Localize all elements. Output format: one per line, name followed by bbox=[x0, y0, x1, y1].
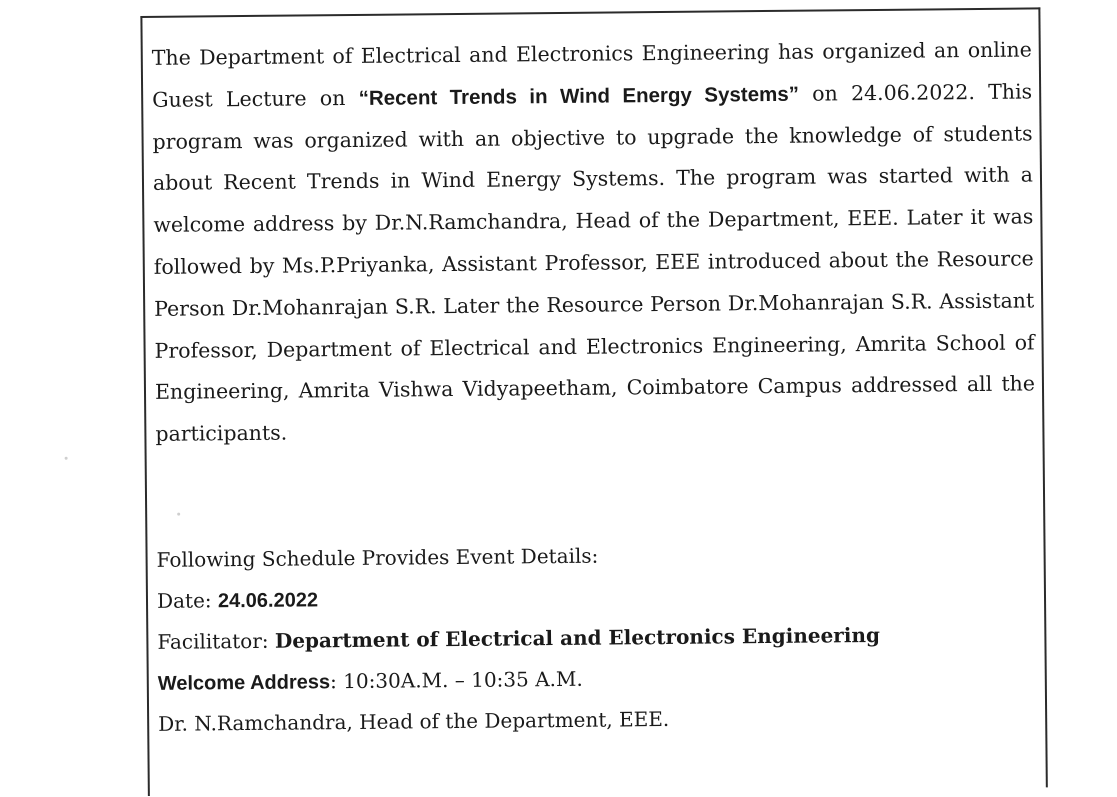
date-label: Date: bbox=[156, 587, 219, 613]
scan-speck bbox=[177, 513, 180, 516]
welcome-address-label: Welcome Address bbox=[157, 670, 331, 695]
intro-text-start: The Department of Electrical and Electronics Engineering has organized an online Guest Lecture on bbox=[151, 37, 1032, 112]
intro-text-end: on 24.06.2022. This program was organized with an objective to upgrade the knowledge of students about Recent Trends in Wind Energy Systems. The program was started with a welcome address by Dr.N.Ramchandra, Head of the Department, EEE. Later it was followed by Ms.P.Priyanka, Assistant Professor, EEE introduced about the Resource Person Dr.Mohanrajan S.R. Later the Resource Person Dr.Mohanrajan S.R. Assistant Professor, Department of Electrical and Electronics Engineering, Amrita School of Engineering, Amrita Vishwa Vidyapeetham, Coimbatore Campus addressed all the participants. bbox=[152, 79, 1036, 447]
date-value: 24.06.2022 bbox=[217, 588, 319, 612]
event-report-paragraph bbox=[152, 29, 1036, 455]
facilitator-label: Facilitator: bbox=[157, 628, 276, 654]
welcome-address-time: : 10:30A.M. – 10:35 A.M. bbox=[329, 666, 583, 693]
welcome-speaker: Dr. N.Ramchandra, Head of the Department, EEE. bbox=[158, 706, 670, 736]
lecture-title: “Recent Trends in Wind Energy Systems” bbox=[358, 82, 800, 110]
scan-speck bbox=[65, 457, 68, 460]
facilitator-value: Department of Electrical and Electronics Engineering bbox=[274, 622, 881, 653]
schedule-details bbox=[156, 531, 1038, 744]
schedule-heading: Following Schedule Provides Event Details: bbox=[156, 543, 599, 572]
